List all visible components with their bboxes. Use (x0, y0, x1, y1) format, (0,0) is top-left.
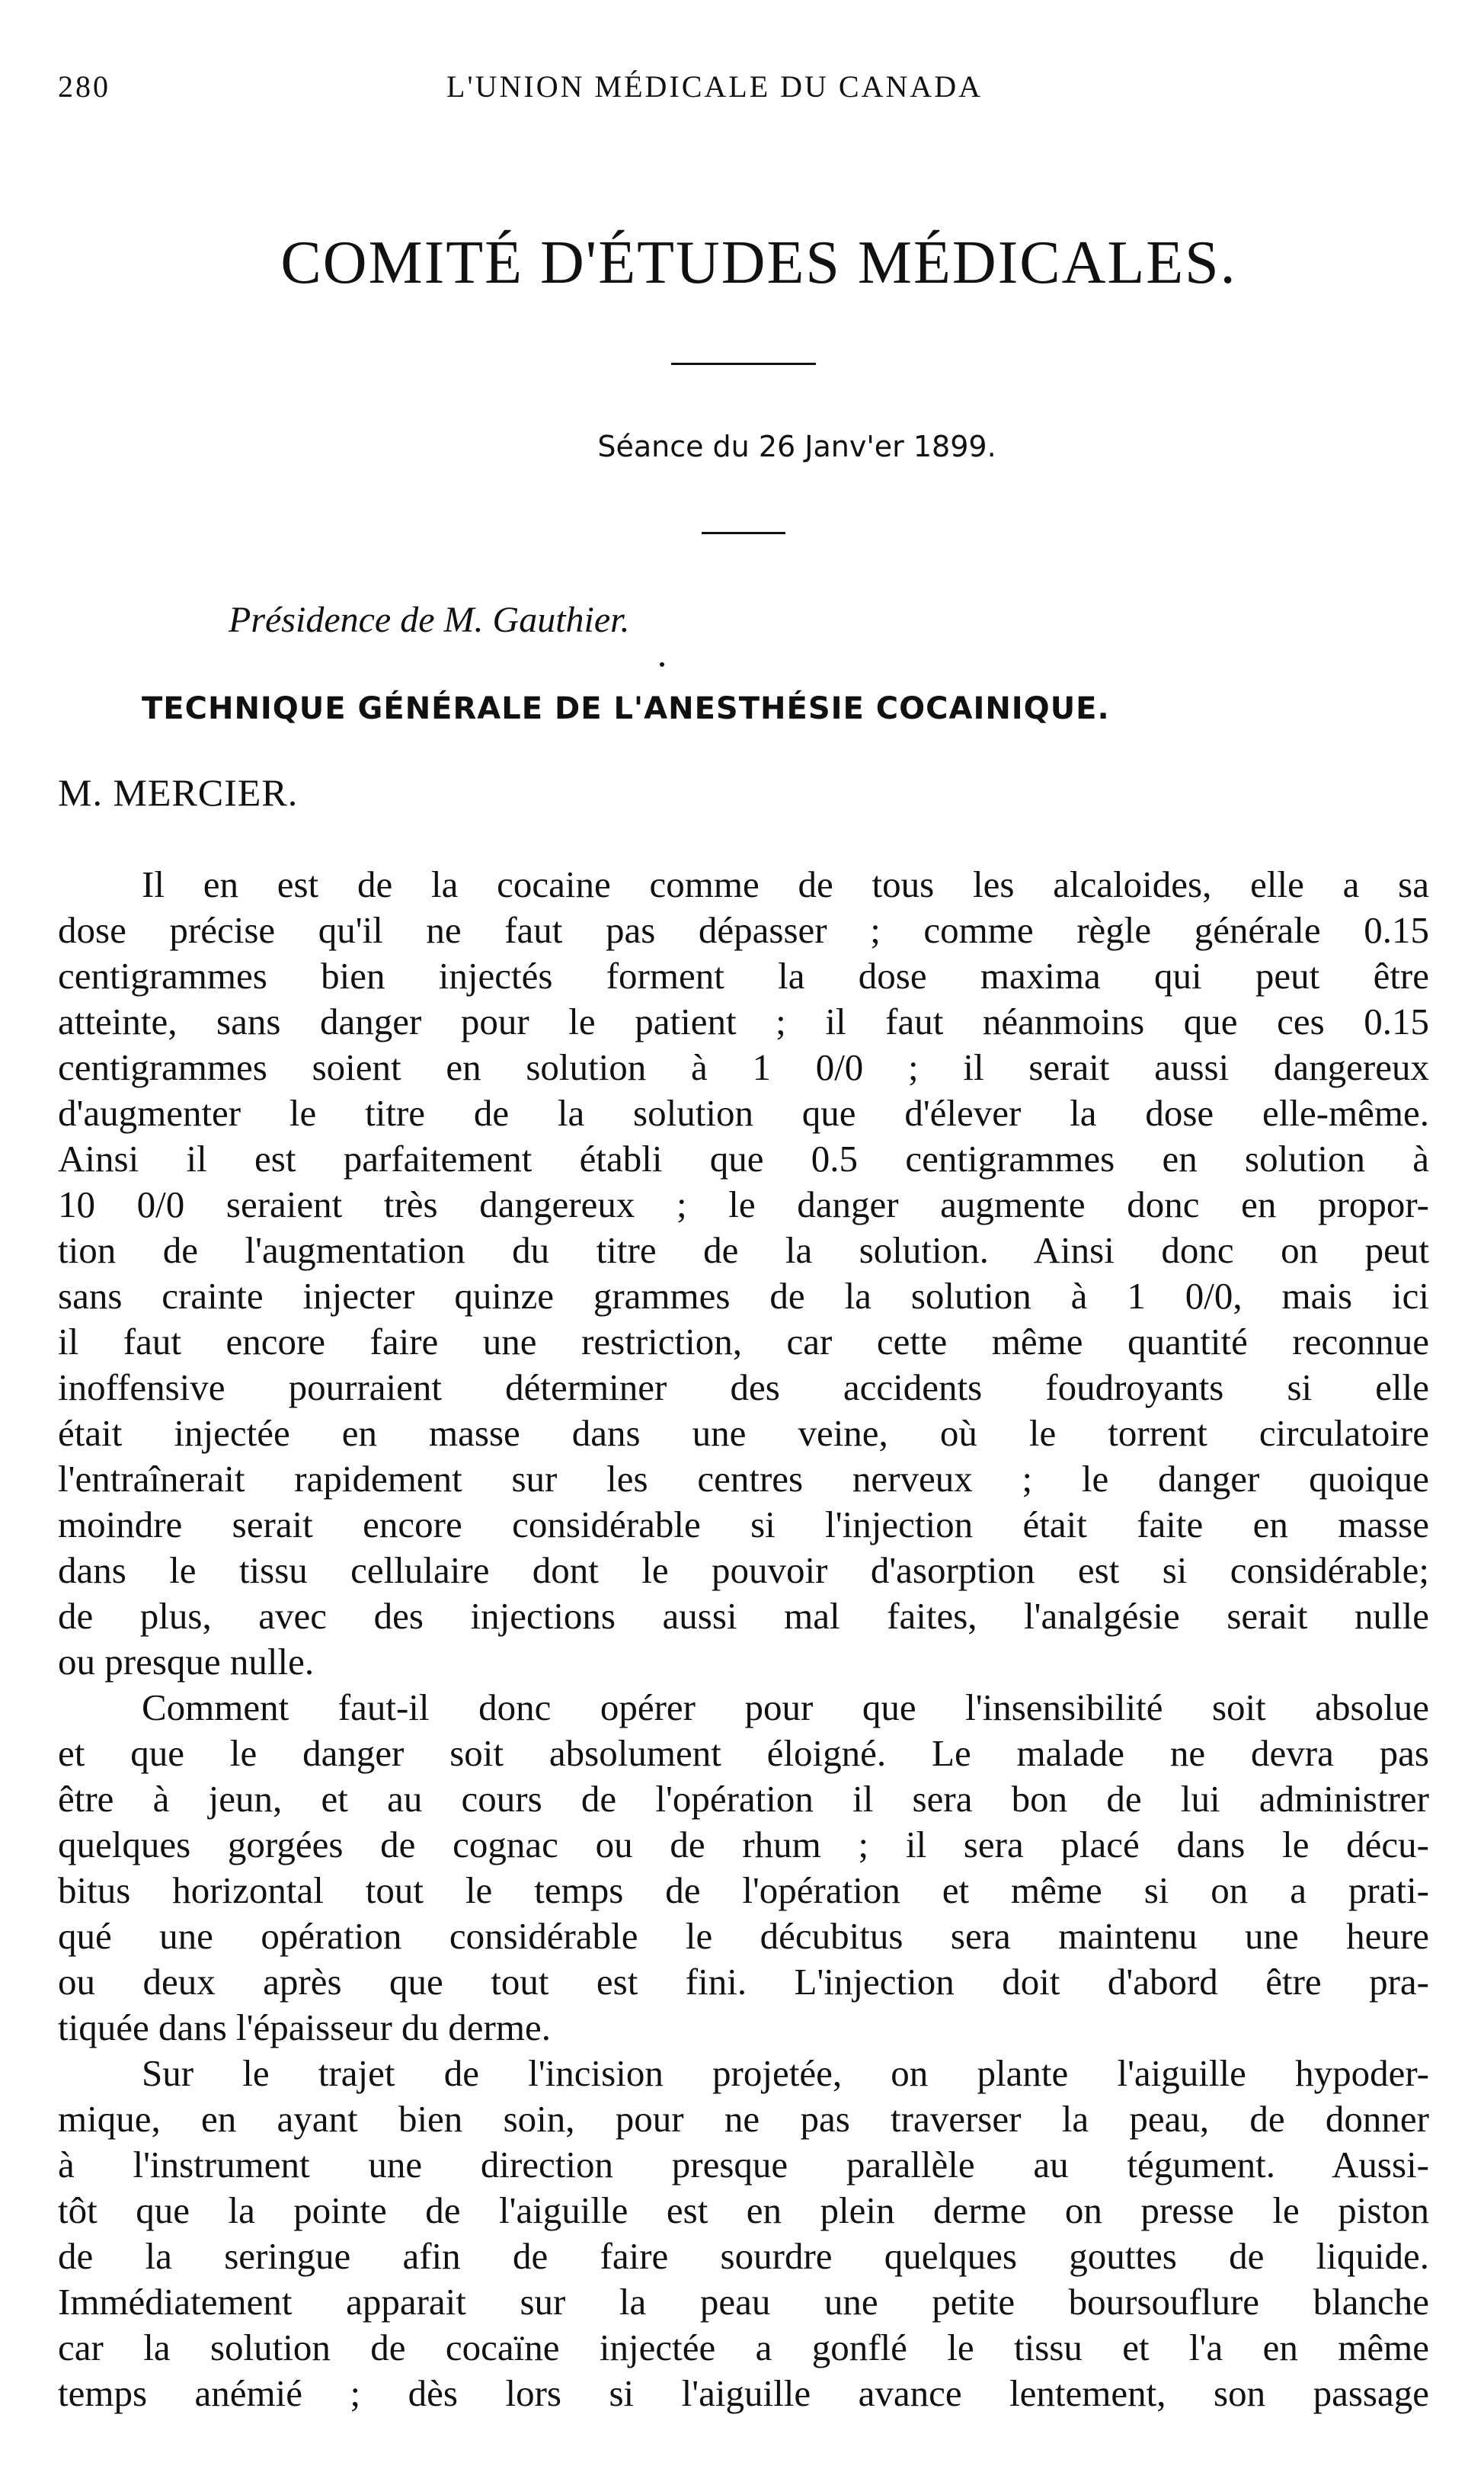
text-line: à l'instrument une direction presque parallèle au tégument. Aussi- (58, 2144, 1429, 2186)
text-line: tion de l'augmentation du titre de la solution. Ainsi donc on peut (58, 1229, 1429, 1271)
text-line: bitus horizontal tout le temps de l'opération et même si on a prati- (58, 1869, 1429, 1911)
page-number: 280 (58, 69, 110, 104)
text-line: tiquée dans l'épaisseur du derme. (58, 2006, 551, 2048)
text-line: de la seringue afin de faire sourdre quelques gouttes de liquide. (58, 2235, 1429, 2277)
text-line: Immédiatement apparait sur la peau une petite boursouflure blanche (58, 2281, 1429, 2323)
text-line: dose précise qu'il ne faut pas dépasser ; comme règle générale 0.15 (58, 909, 1429, 951)
text-line: était injectée en masse dans une veine, où le torrent circulatoire (58, 1412, 1429, 1454)
text-line: moindre serait encore considérable si l'injection était faite en masse (58, 1503, 1429, 1545)
text-line: sans crainte injecter quinze grammes de la solution à 1 0/0, mais ici (58, 1275, 1429, 1317)
text-line: être à jeun, et au cours de l'opération il sera bon de lui administrer (58, 1778, 1429, 1820)
session-date: Séance du 26 Janv'er 1899. (597, 430, 996, 463)
running-head (58, 69, 1429, 114)
text-line: l'entraînerait rapidement sur les centres nerveux ; le danger quoique (58, 1458, 1429, 1500)
session-divider (702, 532, 785, 534)
text-line: temps anémié ; dès lors si l'aiguille avance lentement, son passage (58, 2372, 1429, 2414)
text-line: dans le tissu cellulaire dont le pouvoir d'asorption est si considérable; (58, 1549, 1429, 1591)
text-line: 10 0/0 seraient très dangereux ; le danger augmente donc en propor- (58, 1183, 1429, 1225)
presidency-line: Présidence de M. Gauthier. (229, 600, 630, 640)
body-paragraph (58, 2051, 1429, 2416)
text-line: Ainsi il est parfaitement établi que 0.5 centigrammes en solution à (58, 1138, 1429, 1180)
section-title: TECHNIQUE GÉNÉRALE DE L'ANESTHÉSIE COCAINIQUE. (142, 691, 1110, 726)
text-line: de plus, avec des injections aussi mal faites, l'analgésie serait nulle (58, 1595, 1429, 1637)
text-line: Comment faut-il donc opérer pour que l'insensibilité soit absolue (142, 1686, 1429, 1728)
title-divider (671, 363, 816, 365)
journal-page (58, 69, 1429, 2416)
text-line: atteinte, sans danger pour le patient ; il faut néanmoins que ces 0.15 (58, 1001, 1429, 1042)
text-line: inoffensive pourraient déterminer des accidents foudroyants si elle (58, 1366, 1429, 1408)
text-line: ou deux après que tout est fini. L'injection doit d'abord être pra- (58, 1961, 1429, 2003)
text-line: d'augmenter le titre de la solution que d'élever la dose elle-même. (58, 1092, 1429, 1134)
text-line: ou presque nulle. (58, 1641, 315, 1683)
body-paragraph (58, 1685, 1429, 2051)
text-line: tôt que la pointe de l'aiguille est en plein derme on presse le piston (58, 2189, 1429, 2231)
text-line: Il en est de la cocaine comme de tous les alcaloides, elle a sa (142, 863, 1429, 905)
speaker-name: M. MERCIER. (58, 771, 299, 814)
ornament-dot (660, 662, 664, 667)
journal-title: L'UNION MÉDICALE DU CANADA (446, 69, 983, 104)
text-line: mique, en ayant bien soin, pour ne pas traverser la peau, de donner (58, 2098, 1429, 2140)
text-line: il faut encore faire une restriction, car cette même quantité reconnue (58, 1321, 1429, 1363)
body-paragraph (58, 862, 1429, 1685)
text-line: et que le danger soit absolument éloigné. Le malade ne devra pas (58, 1732, 1429, 1774)
text-line: Sur le trajet de l'incision projetée, on plante l'aiguille hypoder- (142, 2052, 1429, 2094)
text-line: centigrammes soient en solution à 1 0/0 ; il serait aussi dangereux (58, 1046, 1429, 1088)
text-line: qué une opération considérable le décubitus sera maintenu une heure (58, 1915, 1429, 1957)
text-line: quelques gorgées de cognac ou de rhum ; il sera placé dans le décu- (58, 1824, 1429, 1865)
article-title: COMITÉ D'ÉTUDES MÉDICALES. (280, 229, 1237, 296)
text-line: centigrammes bien injectés forment la dose maxima qui peut être (58, 955, 1429, 997)
text-line: car la solution de cocaïne injectée a gonflé le tissu et l'a en même (58, 2326, 1429, 2368)
